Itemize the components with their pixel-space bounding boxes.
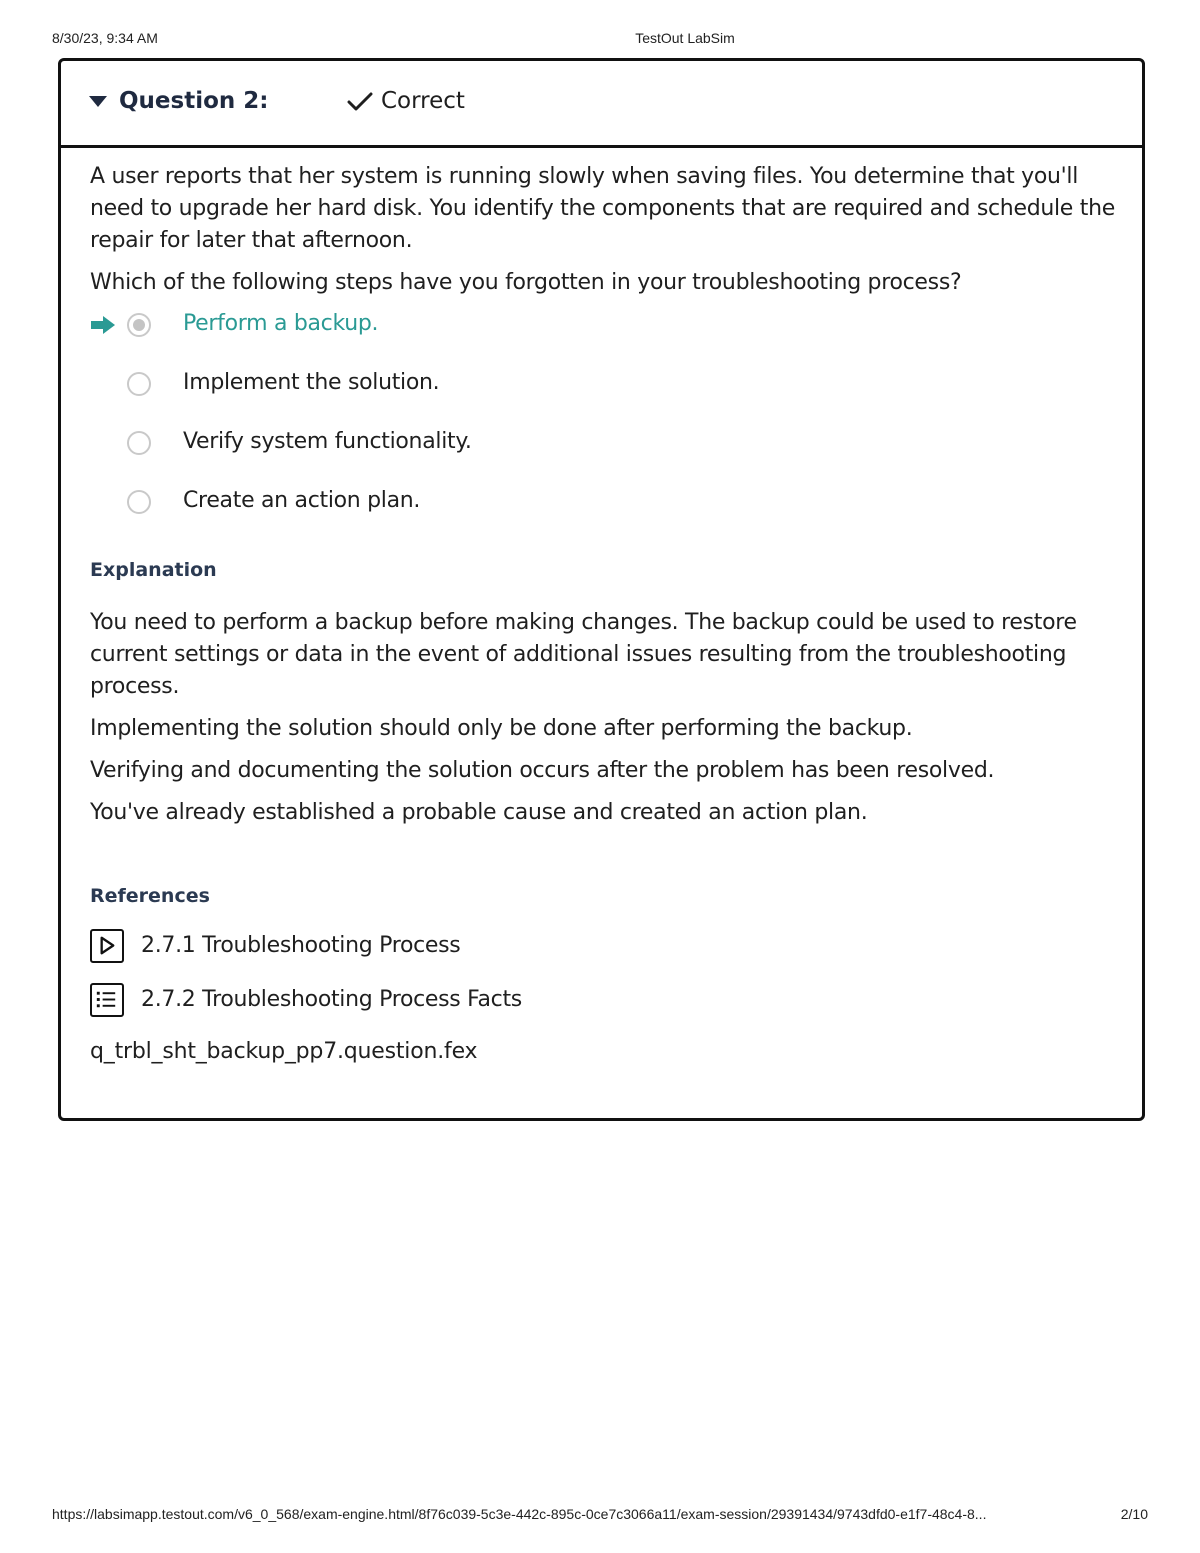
status-label: Correct (381, 88, 465, 114)
reference-link[interactable] (90, 983, 1120, 1037)
answer-option-label[interactable]: Create an action plan. (183, 488, 421, 513)
explanation-title: Explanation (90, 559, 217, 581)
checkmark-icon (347, 91, 373, 113)
explanation-text (90, 607, 1120, 829)
explanation-paragraph: You need to perform a backup before making changes. The backup could be used to restore current settings or data in the event of additional issues resulting from the troubleshooting process. (90, 610, 1077, 699)
radio-button[interactable] (127, 372, 151, 396)
explanation-paragraph: Verifying and documenting the solution occurs after the problem has been resolved. (90, 758, 995, 783)
references-title: References (90, 885, 210, 907)
answer-option[interactable] (90, 368, 1120, 427)
radio-button[interactable] (127, 490, 151, 514)
question-header[interactable] (61, 61, 1142, 148)
explanation-paragraph: Implementing the solution should only be done after performing the backup. (90, 716, 913, 741)
question-body (90, 161, 1120, 1067)
answer-option-label[interactable]: Perform a backup. (183, 311, 379, 336)
print-footer (52, 1506, 1148, 1524)
radio-button[interactable] (127, 431, 151, 455)
list-icon[interactable] (90, 983, 124, 1017)
answer-option-label[interactable]: Implement the solution. (183, 370, 440, 395)
explanation-paragraph: You've already established a probable cause and created an action plan. (90, 800, 868, 825)
page-number: 2/10 (1120, 1506, 1148, 1522)
answer-options (90, 309, 1120, 545)
question-prompt: A user reports that her system is running slowly when saving files. You determine that you'll need to upgrade her hard disk. You identify the components that are required and schedule the repair for later that afternoon. (90, 164, 1115, 253)
reference-label[interactable]: 2.7.1 Troubleshooting Process (141, 933, 461, 958)
answer-option[interactable] (90, 486, 1120, 545)
radio-button[interactable] (127, 313, 151, 337)
question-instruction: Which of the following steps have you forgotten in your troubleshooting process? (90, 270, 962, 295)
question-file-id: q_trbl_sht_backup_pp7.question.fex (90, 1039, 478, 1064)
answer-option-label[interactable]: Verify system functionality. (183, 429, 472, 454)
answer-option[interactable] (90, 427, 1120, 486)
reference-link[interactable] (90, 929, 1120, 983)
arrow-right-icon (90, 315, 116, 335)
video-icon[interactable] (90, 929, 124, 963)
print-date: 8/30/23, 9:34 AM (52, 30, 158, 46)
print-header (52, 30, 1148, 48)
question-card (58, 58, 1145, 1121)
question-label: Question 2: (119, 88, 269, 114)
reference-label[interactable]: 2.7.2 Troubleshooting Process Facts (141, 987, 522, 1012)
page-url: https://labsimapp.testout.com/v6_0_568/exam-engine.html/8f76c039-5c3e-442c-895c-0ce7c3066a11/exam-session/29391434/9743dfd0-e1f7-48c4-8... (52, 1506, 987, 1522)
caret-down-icon[interactable] (89, 96, 107, 107)
print-title: TestOut LabSim (635, 30, 735, 46)
answer-option[interactable] (90, 309, 1120, 368)
